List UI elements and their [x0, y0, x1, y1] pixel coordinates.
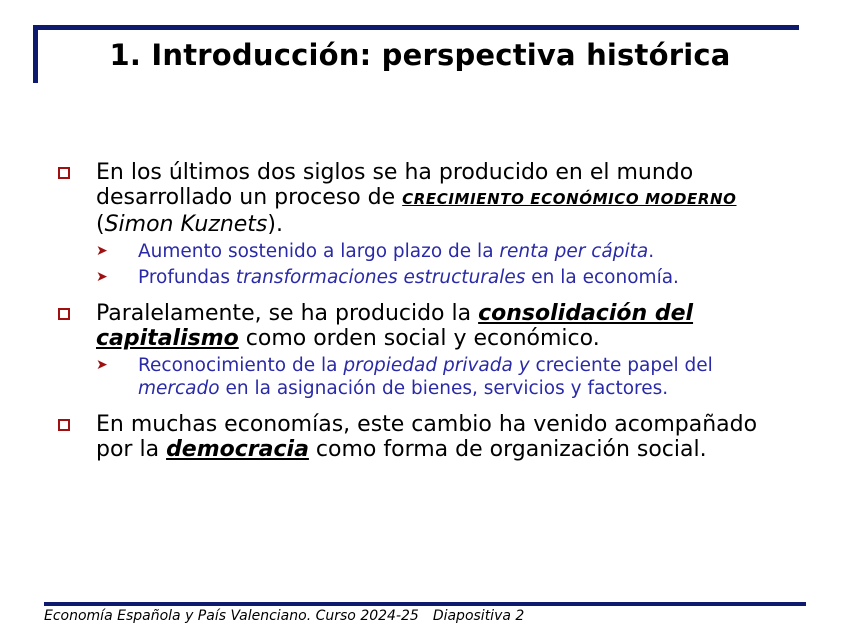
title-frame-left-rule [33, 25, 38, 83]
sub-item-text-end: en la economía. [525, 267, 679, 288]
footer-rule [44, 602, 806, 606]
sub-item [96, 240, 784, 263]
square-bullet-icon [58, 308, 70, 320]
square-bullet-icon [58, 419, 70, 431]
square-bullet-icon [58, 167, 70, 179]
arrow-bullet-icon: ➤ [96, 269, 108, 285]
bullet-1-text-end: ). [267, 212, 283, 237]
footer-slide-number: Diapositiva 2 [432, 608, 525, 624]
bullet-item-2 [54, 301, 784, 400]
sub-item-text-end: . [648, 241, 655, 262]
sub-item-italic: renta per cápita [499, 241, 649, 262]
bullet-item-3 [54, 412, 784, 462]
sub-item-italic: propiedad privada y [343, 355, 530, 376]
bullet-1-emphasis: CRECIMIENTO ECONÓMICO MODERNO [402, 190, 737, 208]
bullet-1-text-start: En los últimos dos siglos se ha producido en el mundo desarrollado un proceso de [96, 160, 694, 210]
bullet-3-emphasis: democracia [166, 437, 309, 462]
sub-item-text-mid: creciente papel del [529, 355, 713, 376]
sub-item-text: Profundas [138, 267, 236, 288]
sub-item [96, 354, 784, 400]
bullet-1-text-mid: ( [96, 212, 105, 237]
bullet-item-1 [54, 160, 784, 289]
bullet-2-text-start: Paralelamente, se ha producido la [96, 301, 479, 326]
sub-item-italic-2: mercado [138, 378, 220, 399]
bullet-1-subitems [96, 240, 784, 289]
bullet-2-emphasis: consolidación del capitalismo [96, 301, 694, 351]
slide-footer [44, 608, 524, 624]
sub-item-italic: transformaciones estructurales [235, 267, 526, 288]
bullet-3-text-start: En muchas economías, este cambio ha venido acompañado por la [96, 412, 758, 462]
footer-course: Economía Española y País Valenciano. Curso 2024-25 [44, 608, 419, 624]
bullet-1-author: Simon Kuznets [104, 212, 268, 237]
sub-item-text-end: en la asignación de bienes, servicios y factores. [219, 378, 669, 399]
title-frame-top-rule [33, 25, 799, 30]
sub-item-text: Aumento sostenido a largo plazo de la [138, 241, 500, 262]
sub-item [96, 266, 784, 289]
arrow-bullet-icon: ➤ [96, 357, 108, 373]
sub-item-text: Reconocimiento de la [138, 355, 344, 376]
slide-title: 1. Introducción: perspectiva histórica [109, 38, 731, 72]
arrow-bullet-icon: ➤ [96, 243, 108, 259]
bullet-2-subitems [96, 354, 784, 400]
slide-body [54, 160, 784, 462]
bullet-3-text-end: como forma de organización social. [308, 437, 707, 462]
bullet-2-text-end: como orden social y económico. [238, 326, 600, 351]
